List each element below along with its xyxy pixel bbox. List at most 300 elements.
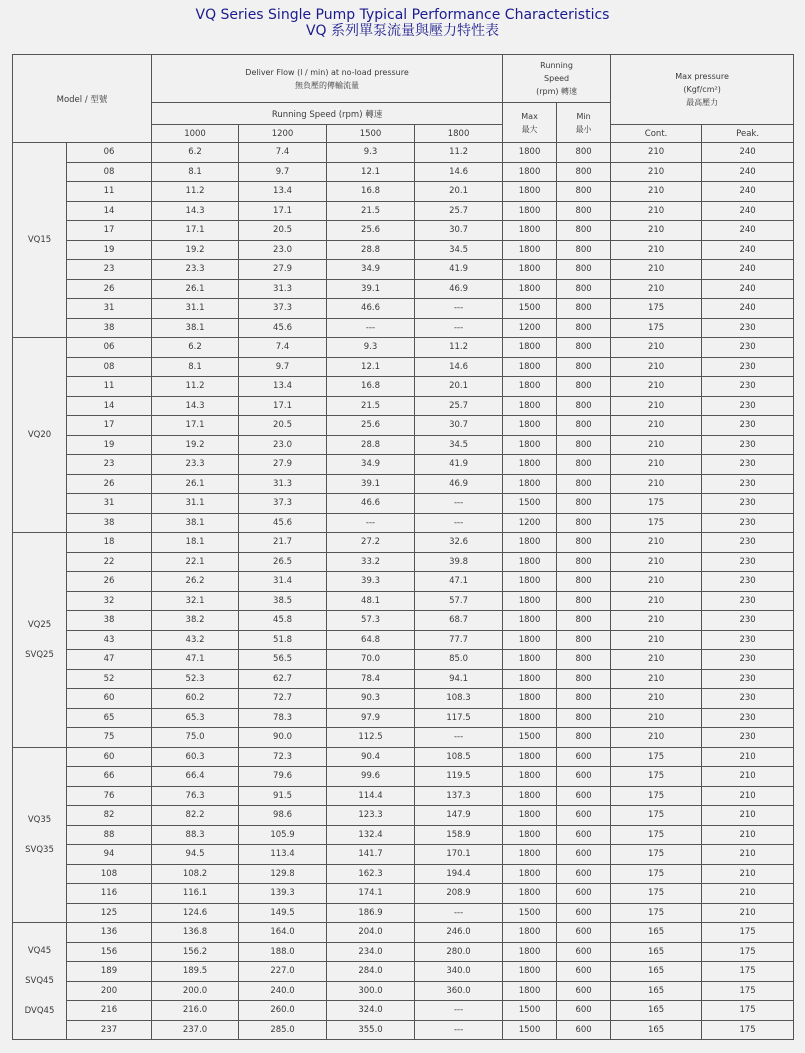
table-row xyxy=(13,260,794,280)
table-body xyxy=(13,143,794,1040)
cell-speed-max: 1800 xyxy=(503,611,557,631)
cell-pressure-cont: 175 xyxy=(611,318,702,338)
cell-flow-1800: 14.6 xyxy=(415,357,503,377)
header-running-speed xyxy=(503,55,611,103)
cell-size: 125 xyxy=(67,903,152,923)
header-speed-1200: 1200 xyxy=(239,125,327,143)
cell-speed-max: 1800 xyxy=(503,942,557,962)
cell-pressure-cont: 210 xyxy=(611,669,702,689)
page-title xyxy=(0,0,805,39)
cell-pressure-peak: 210 xyxy=(702,806,794,826)
cell-pressure-cont: 210 xyxy=(611,143,702,163)
cell-flow-1200: 20.5 xyxy=(239,416,327,436)
cell-flow-1800: 39.8 xyxy=(415,552,503,572)
cell-flow-1200: 38.5 xyxy=(239,591,327,611)
cell-size: 14 xyxy=(67,201,152,221)
table-row xyxy=(13,864,794,884)
cell-pressure-cont: 175 xyxy=(611,903,702,923)
cell-flow-1500: 39.1 xyxy=(327,474,415,494)
cell-flow-1800: 34.5 xyxy=(415,240,503,260)
cell-pressure-peak: 210 xyxy=(702,786,794,806)
cell-flow-1200: 23.0 xyxy=(239,435,327,455)
table-row xyxy=(13,689,794,709)
cell-speed-max: 1800 xyxy=(503,591,557,611)
cell-flow-1500: --- xyxy=(327,318,415,338)
cell-speed-max: 1800 xyxy=(503,923,557,943)
cell-speed-max: 1800 xyxy=(503,396,557,416)
cell-flow-1800: 25.7 xyxy=(415,201,503,221)
cell-pressure-peak: 230 xyxy=(702,396,794,416)
cell-speed-max: 1800 xyxy=(503,455,557,475)
cell-size: 75 xyxy=(67,728,152,748)
cell-pressure-cont: 175 xyxy=(611,747,702,767)
table-row xyxy=(13,513,794,533)
cell-speed-min: 800 xyxy=(557,162,611,182)
cell-flow-1000: 8.1 xyxy=(152,162,239,182)
cell-pressure-peak: 210 xyxy=(702,767,794,787)
table-row xyxy=(13,318,794,338)
cell-size: 216 xyxy=(67,1001,152,1021)
cell-size: 116 xyxy=(67,884,152,904)
cell-speed-min: 800 xyxy=(557,455,611,475)
cell-flow-1500: 112.5 xyxy=(327,728,415,748)
cell-flow-1000: 6.2 xyxy=(152,338,239,358)
cell-flow-1800: 147.9 xyxy=(415,806,503,826)
cell-flow-1000: 237.0 xyxy=(152,1020,239,1040)
cell-pressure-cont: 165 xyxy=(611,981,702,1001)
cell-size: 88 xyxy=(67,825,152,845)
cell-flow-1800: --- xyxy=(415,1020,503,1040)
cell-pressure-peak: 230 xyxy=(702,533,794,553)
cell-flow-1800: 14.6 xyxy=(415,162,503,182)
cell-speed-min: 600 xyxy=(557,981,611,1001)
cell-flow-1500: 21.5 xyxy=(327,201,415,221)
cell-speed-min: 600 xyxy=(557,1020,611,1040)
cell-flow-1800: 108.5 xyxy=(415,747,503,767)
header-speed-1000: 1000 xyxy=(152,125,239,143)
cell-flow-1200: 37.3 xyxy=(239,299,327,319)
cell-speed-max: 1800 xyxy=(503,747,557,767)
cell-flow-1500: 39.3 xyxy=(327,572,415,592)
cell-pressure-cont: 175 xyxy=(611,825,702,845)
cell-flow-1800: --- xyxy=(415,903,503,923)
cell-speed-min: 600 xyxy=(557,942,611,962)
cell-flow-1200: 98.6 xyxy=(239,806,327,826)
table-row xyxy=(13,728,794,748)
cell-flow-1500: 141.7 xyxy=(327,845,415,865)
cell-flow-1800: 94.1 xyxy=(415,669,503,689)
cell-flow-1500: 16.8 xyxy=(327,182,415,202)
cell-pressure-cont: 175 xyxy=(611,864,702,884)
cell-flow-1500: 12.1 xyxy=(327,162,415,182)
cell-speed-max: 1800 xyxy=(503,981,557,1001)
cell-flow-1000: 32.1 xyxy=(152,591,239,611)
cell-pressure-cont: 210 xyxy=(611,435,702,455)
table-row xyxy=(13,338,794,358)
cell-flow-1200: 23.0 xyxy=(239,240,327,260)
header-peak: Peak. xyxy=(702,125,794,143)
cell-flow-1200: 20.5 xyxy=(239,221,327,241)
cell-size: 76 xyxy=(67,786,152,806)
cell-flow-1000: 65.3 xyxy=(152,708,239,728)
cell-size: 52 xyxy=(67,669,152,689)
cell-pressure-peak: 240 xyxy=(702,201,794,221)
cell-flow-1000: 124.6 xyxy=(152,903,239,923)
model-label: SVQ35 xyxy=(25,844,54,855)
cell-pressure-peak: 175 xyxy=(702,923,794,943)
cell-speed-min: 600 xyxy=(557,864,611,884)
header-cont: Cont. xyxy=(611,125,702,143)
table-row xyxy=(13,572,794,592)
title-chinese: VQ 系列單泵流量與壓力特性表 xyxy=(305,23,500,39)
cell-flow-1200: 285.0 xyxy=(239,1020,327,1040)
cell-speed-min: 600 xyxy=(557,962,611,982)
cell-flow-1000: 88.3 xyxy=(152,825,239,845)
cell-flow-1500: 90.4 xyxy=(327,747,415,767)
cell-flow-1000: 156.2 xyxy=(152,942,239,962)
table-row xyxy=(13,630,794,650)
cell-flow-1000: 66.4 xyxy=(152,767,239,787)
cell-flow-1200: 31.3 xyxy=(239,474,327,494)
cell-speed-max: 1800 xyxy=(503,474,557,494)
header-rs-line1: Running xyxy=(540,61,573,70)
cell-speed-max: 1800 xyxy=(503,825,557,845)
cell-flow-1500: 234.0 xyxy=(327,942,415,962)
cell-flow-1200: 9.7 xyxy=(239,357,327,377)
cell-flow-1500: 46.6 xyxy=(327,299,415,319)
cell-size: 82 xyxy=(67,806,152,826)
cell-pressure-peak: 175 xyxy=(702,942,794,962)
table-row xyxy=(13,240,794,260)
cell-pressure-cont: 210 xyxy=(611,611,702,631)
table-row xyxy=(13,1001,794,1021)
cell-flow-1800: 108.3 xyxy=(415,689,503,709)
cell-speed-min: 800 xyxy=(557,416,611,436)
cell-flow-1000: 52.3 xyxy=(152,669,239,689)
cell-speed-max: 1800 xyxy=(503,377,557,397)
cell-pressure-cont: 210 xyxy=(611,221,702,241)
cell-flow-1800: 170.1 xyxy=(415,845,503,865)
table-row xyxy=(13,1020,794,1040)
cell-speed-min: 800 xyxy=(557,650,611,670)
cell-speed-min: 800 xyxy=(557,630,611,650)
cell-flow-1800: 20.1 xyxy=(415,182,503,202)
cell-flow-1000: 200.0 xyxy=(152,981,239,1001)
cell-flow-1500: 186.9 xyxy=(327,903,415,923)
cell-pressure-cont: 165 xyxy=(611,962,702,982)
cell-pressure-cont: 210 xyxy=(611,416,702,436)
cell-flow-1200: 37.3 xyxy=(239,494,327,514)
cell-flow-1500: 162.3 xyxy=(327,864,415,884)
performance-table xyxy=(12,54,794,1040)
model-group-cell xyxy=(13,923,67,1040)
cell-flow-1200: 139.3 xyxy=(239,884,327,904)
cell-speed-min: 600 xyxy=(557,923,611,943)
cell-speed-min: 800 xyxy=(557,182,611,202)
cell-flow-1800: 117.5 xyxy=(415,708,503,728)
cell-flow-1000: 38.1 xyxy=(152,513,239,533)
cell-pressure-peak: 230 xyxy=(702,650,794,670)
cell-size: 17 xyxy=(67,221,152,241)
cell-flow-1500: 12.1 xyxy=(327,357,415,377)
table-header xyxy=(13,55,794,143)
cell-speed-min: 600 xyxy=(557,786,611,806)
table-row xyxy=(13,591,794,611)
cell-flow-1500: 132.4 xyxy=(327,825,415,845)
cell-pressure-cont: 210 xyxy=(611,182,702,202)
cell-size: 38 xyxy=(67,513,152,533)
cell-flow-1800: --- xyxy=(415,494,503,514)
cell-speed-min: 800 xyxy=(557,143,611,163)
cell-pressure-cont: 165 xyxy=(611,1001,702,1021)
cell-pressure-cont: 175 xyxy=(611,845,702,865)
cell-size: 32 xyxy=(67,591,152,611)
cell-size: 38 xyxy=(67,611,152,631)
cell-flow-1000: 60.3 xyxy=(152,747,239,767)
cell-speed-min: 800 xyxy=(557,591,611,611)
cell-speed-min: 800 xyxy=(557,494,611,514)
model-group-cell xyxy=(13,143,67,338)
cell-speed-min: 800 xyxy=(557,533,611,553)
cell-pressure-peak: 175 xyxy=(702,962,794,982)
cell-flow-1000: 38.2 xyxy=(152,611,239,631)
cell-pressure-peak: 230 xyxy=(702,689,794,709)
table-row xyxy=(13,221,794,241)
cell-speed-min: 600 xyxy=(557,903,611,923)
cell-flow-1200: 31.4 xyxy=(239,572,327,592)
cell-flow-1200: 72.7 xyxy=(239,689,327,709)
cell-flow-1200: 27.9 xyxy=(239,455,327,475)
cell-speed-min: 800 xyxy=(557,689,611,709)
cell-size: 60 xyxy=(67,689,152,709)
cell-speed-min: 600 xyxy=(557,806,611,826)
cell-flow-1500: 9.3 xyxy=(327,338,415,358)
cell-flow-1800: 41.9 xyxy=(415,455,503,475)
table-row xyxy=(13,825,794,845)
cell-pressure-cont: 165 xyxy=(611,1020,702,1040)
cell-flow-1800: 280.0 xyxy=(415,942,503,962)
cell-speed-max: 1800 xyxy=(503,806,557,826)
cell-flow-1000: 22.1 xyxy=(152,552,239,572)
cell-size: 22 xyxy=(67,552,152,572)
cell-flow-1500: 123.3 xyxy=(327,806,415,826)
cell-speed-min: 800 xyxy=(557,708,611,728)
cell-speed-min: 800 xyxy=(557,611,611,631)
table-row xyxy=(13,182,794,202)
cell-speed-max: 1800 xyxy=(503,845,557,865)
cell-flow-1000: 26.1 xyxy=(152,279,239,299)
cell-flow-1800: 11.2 xyxy=(415,143,503,163)
cell-flow-1000: 11.2 xyxy=(152,182,239,202)
cell-speed-min: 800 xyxy=(557,572,611,592)
cell-flow-1500: 34.9 xyxy=(327,260,415,280)
cell-speed-max: 1200 xyxy=(503,318,557,338)
cell-pressure-peak: 230 xyxy=(702,318,794,338)
cell-pressure-peak: 230 xyxy=(702,338,794,358)
cell-flow-1200: 91.5 xyxy=(239,786,327,806)
cell-pressure-peak: 230 xyxy=(702,728,794,748)
cell-flow-1200: 56.5 xyxy=(239,650,327,670)
cell-pressure-cont: 175 xyxy=(611,767,702,787)
cell-speed-min: 800 xyxy=(557,240,611,260)
table-row xyxy=(13,474,794,494)
cell-pressure-peak: 240 xyxy=(702,279,794,299)
table-row xyxy=(13,650,794,670)
cell-pressure-cont: 210 xyxy=(611,240,702,260)
cell-speed-max: 1500 xyxy=(503,1020,557,1040)
cell-speed-min: 800 xyxy=(557,396,611,416)
table-row xyxy=(13,416,794,436)
cell-size: 60 xyxy=(67,747,152,767)
cell-pressure-cont: 175 xyxy=(611,884,702,904)
table-row xyxy=(13,533,794,553)
cell-pressure-cont: 210 xyxy=(611,533,702,553)
model-label: VQ45 xyxy=(27,946,52,956)
cell-size: 38 xyxy=(67,318,152,338)
model-group-cell xyxy=(13,338,67,533)
cell-flow-1000: 38.1 xyxy=(152,318,239,338)
cell-flow-1000: 17.1 xyxy=(152,221,239,241)
cell-flow-1500: 204.0 xyxy=(327,923,415,943)
table-row xyxy=(13,884,794,904)
table-row xyxy=(13,455,794,475)
cell-pressure-cont: 210 xyxy=(611,650,702,670)
cell-flow-1000: 17.1 xyxy=(152,416,239,436)
cell-flow-1000: 136.8 xyxy=(152,923,239,943)
cell-flow-1500: 114.4 xyxy=(327,786,415,806)
cell-pressure-peak: 240 xyxy=(702,299,794,319)
cell-flow-1200: 164.0 xyxy=(239,923,327,943)
cell-flow-1200: 26.5 xyxy=(239,552,327,572)
cell-flow-1000: 75.0 xyxy=(152,728,239,748)
cell-flow-1800: 11.2 xyxy=(415,338,503,358)
model-label: SVQ25 xyxy=(25,649,54,660)
cell-speed-min: 800 xyxy=(557,474,611,494)
cell-size: 06 xyxy=(67,338,152,358)
table-row xyxy=(13,611,794,631)
table-row xyxy=(13,786,794,806)
cell-speed-max: 1500 xyxy=(503,299,557,319)
cell-pressure-peak: 210 xyxy=(702,747,794,767)
cell-flow-1500: 46.6 xyxy=(327,494,415,514)
cell-size: 237 xyxy=(67,1020,152,1040)
cell-flow-1200: 13.4 xyxy=(239,182,327,202)
cell-flow-1500: 28.8 xyxy=(327,435,415,455)
cell-speed-max: 1800 xyxy=(503,650,557,670)
cell-pressure-peak: 230 xyxy=(702,669,794,689)
cell-size: 156 xyxy=(67,942,152,962)
cell-flow-1500: 57.3 xyxy=(327,611,415,631)
cell-pressure-peak: 240 xyxy=(702,162,794,182)
cell-pressure-peak: 230 xyxy=(702,513,794,533)
cell-flow-1200: 45.6 xyxy=(239,318,327,338)
cell-size: 26 xyxy=(67,279,152,299)
cell-pressure-cont: 210 xyxy=(611,552,702,572)
cell-pressure-cont: 210 xyxy=(611,630,702,650)
cell-flow-1200: 7.4 xyxy=(239,143,327,163)
cell-size: 23 xyxy=(67,455,152,475)
table-row xyxy=(13,143,794,163)
cell-flow-1000: 11.2 xyxy=(152,377,239,397)
cell-flow-1800: 158.9 xyxy=(415,825,503,845)
cell-flow-1500: 78.4 xyxy=(327,669,415,689)
cell-speed-min: 800 xyxy=(557,338,611,358)
table-row xyxy=(13,923,794,943)
cell-pressure-cont: 210 xyxy=(611,338,702,358)
cell-pressure-cont: 210 xyxy=(611,708,702,728)
cell-pressure-cont: 175 xyxy=(611,299,702,319)
cell-flow-1500: 99.6 xyxy=(327,767,415,787)
header-max xyxy=(503,103,557,143)
table-row xyxy=(13,396,794,416)
cell-speed-min: 800 xyxy=(557,299,611,319)
cell-size: 65 xyxy=(67,708,152,728)
cell-speed-min: 600 xyxy=(557,1001,611,1021)
cell-speed-max: 1800 xyxy=(503,708,557,728)
cell-flow-1500: 16.8 xyxy=(327,377,415,397)
cell-size: 66 xyxy=(67,767,152,787)
model-label: DVQ45 xyxy=(24,1006,55,1016)
cell-flow-1800: 25.7 xyxy=(415,396,503,416)
cell-speed-min: 800 xyxy=(557,377,611,397)
cell-pressure-peak: 230 xyxy=(702,455,794,475)
cell-size: 19 xyxy=(67,240,152,260)
header-max-zh: 最大 xyxy=(521,124,538,134)
cell-pressure-peak: 230 xyxy=(702,435,794,455)
cell-pressure-peak: 240 xyxy=(702,221,794,241)
header-mp-line1: Max pressure xyxy=(675,72,729,81)
cell-flow-1000: 6.2 xyxy=(152,143,239,163)
cell-flow-1800: 30.7 xyxy=(415,416,503,436)
cell-size: 200 xyxy=(67,981,152,1001)
cell-flow-1800: --- xyxy=(415,318,503,338)
cell-speed-max: 1800 xyxy=(503,689,557,709)
cell-flow-1200: 227.0 xyxy=(239,962,327,982)
cell-speed-min: 800 xyxy=(557,260,611,280)
cell-speed-min: 800 xyxy=(557,201,611,221)
cell-pressure-peak: 210 xyxy=(702,884,794,904)
cell-flow-1800: --- xyxy=(415,1001,503,1021)
cell-flow-1500: 28.8 xyxy=(327,240,415,260)
cell-pressure-cont: 165 xyxy=(611,923,702,943)
cell-pressure-peak: 230 xyxy=(702,552,794,572)
cell-flow-1200: 7.4 xyxy=(239,338,327,358)
cell-pressure-peak: 230 xyxy=(702,630,794,650)
cell-size: 26 xyxy=(67,572,152,592)
header-flow-line1: Deliver Flow (l / min) at no-load pressure xyxy=(245,67,409,77)
model-label: SVQ45 xyxy=(25,976,54,986)
cell-flow-1000: 82.2 xyxy=(152,806,239,826)
cell-speed-max: 1800 xyxy=(503,786,557,806)
cell-size: 14 xyxy=(67,396,152,416)
cell-pressure-peak: 240 xyxy=(702,240,794,260)
title-english: VQ Series Single Pump Typical Performance Characteristics xyxy=(195,7,610,23)
model-label: VQ35 xyxy=(27,814,52,825)
header-min-zh: 最小 xyxy=(575,124,592,134)
cell-speed-min: 800 xyxy=(557,435,611,455)
header-min xyxy=(557,103,611,143)
cell-flow-1000: 18.1 xyxy=(152,533,239,553)
cell-pressure-peak: 230 xyxy=(702,357,794,377)
table-row xyxy=(13,357,794,377)
cell-flow-1500: 25.6 xyxy=(327,221,415,241)
cell-pressure-peak: 230 xyxy=(702,377,794,397)
cell-pressure-peak: 175 xyxy=(702,1001,794,1021)
cell-flow-1200: 113.4 xyxy=(239,845,327,865)
cell-flow-1200: 45.8 xyxy=(239,611,327,631)
cell-flow-1500: 9.3 xyxy=(327,143,415,163)
cell-flow-1000: 43.2 xyxy=(152,630,239,650)
